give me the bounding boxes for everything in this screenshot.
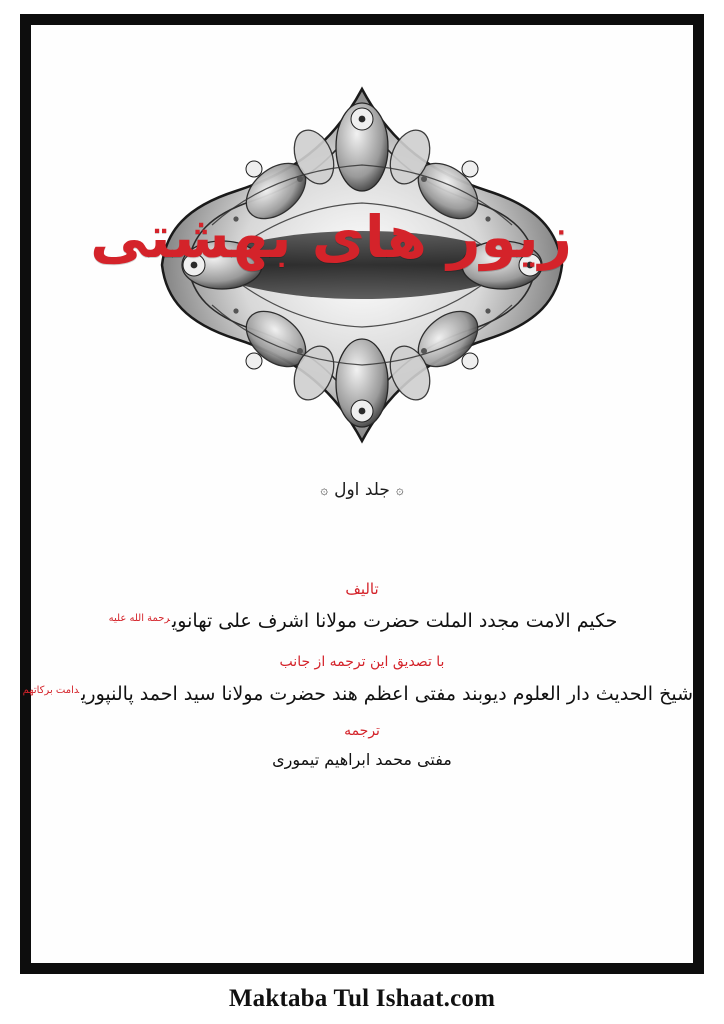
endorsement-label: با تصديق اين ترجمه از جانب [279, 654, 445, 671]
volume-line [31, 480, 693, 500]
author-honorific: رحمة الله عليه [108, 612, 171, 624]
book-title: زیور های بهشتی [90, 203, 572, 271]
translator-name-row [31, 746, 693, 773]
site-watermark: Maktaba Tul Ishaat.com [228, 985, 496, 1012]
cover-border-frame [20, 14, 704, 974]
author-name: حكيم الامت مجدد الملت حضرت مولانا اشرف علی تهانوی [172, 610, 618, 632]
endorser-name: شيخ الحديث دار العلوم ديوبند مفتی اعظم هند حضرت مولانا سيد احمد پالنپوری [81, 682, 693, 705]
ornament-right-icon: ۞ [320, 482, 329, 498]
author-name-row [31, 605, 693, 637]
ornament-left-icon: ۞ [395, 482, 404, 498]
endorser-honorific: دامت بركاتهم [22, 685, 80, 697]
translator-label: ترجمه [344, 722, 380, 739]
author-label: تاليف [345, 580, 379, 598]
credits-block [22, 577, 693, 778]
translator-name: مفتی محمد ابراهيم تيموری [272, 750, 452, 770]
endorser-name-row [22, 678, 693, 710]
cover-inner-area [22, 25, 693, 963]
volume-label: جلد اول [334, 480, 390, 500]
